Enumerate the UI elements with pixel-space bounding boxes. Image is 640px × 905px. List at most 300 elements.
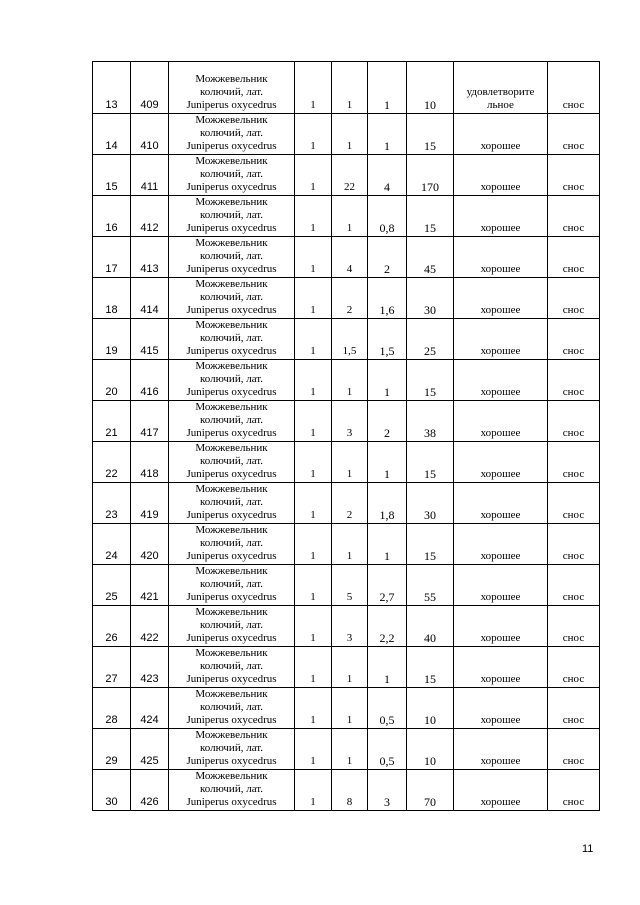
height-cell-text: 8: [346, 796, 353, 808]
condition-line: хорошее: [480, 386, 521, 398]
species-name-line: колючий, лат.: [199, 496, 264, 508]
age-cell-text: 30: [424, 508, 436, 522]
condition-cell: [454, 196, 548, 237]
count-cell-text: 1: [310, 632, 316, 644]
count-cell: [295, 114, 332, 155]
age-cell-text: 15: [424, 221, 436, 235]
table-row: [93, 647, 600, 688]
trunk-diameter-cell-text: 0,5: [379, 754, 395, 768]
condition-line: хорошее: [480, 632, 521, 644]
action-cell: [548, 647, 600, 688]
action-cell: [548, 114, 600, 155]
row-number-cell: [93, 319, 131, 360]
species-name-cell: [169, 688, 295, 729]
trunk-diameter-cell: [368, 770, 407, 811]
action-cell-text: снос: [562, 714, 585, 726]
count-cell-text: 1: [310, 673, 316, 685]
row-number-cell: [93, 770, 131, 811]
species-name-cell: [169, 401, 295, 442]
registry-number-cell: [131, 524, 169, 565]
trunk-diameter-cell-text: 2: [384, 262, 390, 276]
height-cell-text: 3: [346, 427, 353, 439]
condition-line: хорошее: [480, 222, 521, 234]
species-name-line: Juniperus oxycedrus: [186, 796, 277, 808]
row-number-cell: [93, 483, 131, 524]
row-number-cell-text: 14: [105, 140, 118, 152]
condition-line: хорошее: [480, 673, 521, 685]
species-name-cell: [169, 483, 295, 524]
condition-line: хорошее: [480, 755, 521, 767]
condition-cell: [454, 360, 548, 401]
species-name-line: Juniperus oxycedrus: [186, 714, 277, 726]
registry-number-cell-text: 426: [140, 796, 159, 808]
condition-cell: [454, 524, 548, 565]
table-row: [93, 360, 600, 401]
age-cell-text: 70: [424, 795, 436, 809]
trunk-diameter-cell: [368, 360, 407, 401]
trunk-diameter-cell: [368, 114, 407, 155]
count-cell-text: 1: [310, 550, 316, 562]
action-cell-text: снос: [562, 468, 585, 480]
age-cell: [407, 647, 454, 688]
species-name-line: колючий, лат.: [199, 209, 264, 221]
condition-cell: [454, 237, 548, 278]
height-cell-text: 1,5: [342, 345, 357, 357]
table-row: [93, 688, 600, 729]
trunk-diameter-cell-text: 1: [384, 467, 390, 481]
height-cell: [332, 647, 368, 688]
age-cell-text: 10: [424, 98, 436, 112]
trunk-diameter-cell-text: 0,5: [379, 713, 395, 727]
row-number-cell: [93, 524, 131, 565]
page-number: 11: [582, 843, 594, 855]
height-cell-text: 22: [344, 181, 355, 193]
registry-number-cell: [131, 442, 169, 483]
condition-line: хорошее: [480, 714, 521, 726]
species-name-line: колючий, лат.: [199, 455, 264, 467]
species-name-line: колючий, лат.: [199, 332, 264, 344]
condition-line: хорошее: [480, 263, 521, 275]
action-cell: [548, 62, 600, 114]
species-name-line: Можжевельник: [195, 606, 268, 618]
count-cell: [295, 360, 332, 401]
age-cell-text: 38: [424, 426, 436, 440]
trunk-diameter-cell-text: 1: [384, 549, 390, 563]
species-name-line: Juniperus oxycedrus: [186, 263, 277, 275]
action-cell: [548, 237, 600, 278]
trunk-diameter-cell: [368, 237, 407, 278]
condition-cell: [454, 688, 548, 729]
condition-line: хорошее: [480, 550, 521, 562]
row-number-cell-text: 22: [105, 468, 118, 480]
age-cell-text: 15: [424, 139, 436, 153]
row-number-cell-text: 27: [105, 673, 118, 685]
species-name-line: Juniperus oxycedrus: [186, 755, 277, 767]
action-cell-text: снос: [562, 591, 585, 603]
action-cell: [548, 278, 600, 319]
count-cell-text: 1: [310, 181, 316, 193]
height-cell: [332, 401, 368, 442]
age-cell-text: 25: [424, 344, 436, 358]
row-number-cell-text: 21: [105, 427, 118, 439]
count-cell: [295, 155, 332, 196]
row-number-cell: [93, 237, 131, 278]
registry-number-cell-text: 417: [140, 427, 159, 439]
age-cell: [407, 442, 454, 483]
row-number-cell: [93, 278, 131, 319]
action-cell: [548, 442, 600, 483]
registry-number-cell-text: 411: [140, 181, 159, 193]
species-name-line: Juniperus oxycedrus: [186, 222, 277, 234]
species-name-line: Можжевельник: [195, 401, 268, 413]
height-cell: [332, 565, 368, 606]
table-row: [93, 483, 600, 524]
count-cell-text: 1: [310, 755, 316, 767]
trunk-diameter-cell: [368, 196, 407, 237]
height-cell-text: 1: [346, 673, 353, 685]
action-cell-text: снос: [562, 263, 585, 275]
trunk-diameter-cell: [368, 647, 407, 688]
condition-cell: [454, 442, 548, 483]
age-cell: [407, 729, 454, 770]
trunk-diameter-cell: [368, 729, 407, 770]
registry-number-cell-text: 420: [140, 550, 159, 562]
age-cell: [407, 524, 454, 565]
tree-inventory-table: [92, 61, 600, 811]
row-number-cell: [93, 360, 131, 401]
trunk-diameter-cell: [368, 565, 407, 606]
table-row: [93, 196, 600, 237]
height-cell-text: 1: [346, 755, 353, 767]
action-cell-text: снос: [562, 427, 585, 439]
registry-number-cell: [131, 114, 169, 155]
action-cell-text: снос: [562, 386, 585, 398]
trunk-diameter-cell-text: 2: [384, 426, 390, 440]
trunk-diameter-cell-text: 2,7: [379, 590, 395, 604]
count-cell: [295, 237, 332, 278]
species-name-line: Можжевельник: [195, 647, 268, 659]
species-name-line: Можжевельник: [195, 155, 268, 167]
row-number-cell: [93, 62, 131, 114]
age-cell: [407, 401, 454, 442]
count-cell: [295, 196, 332, 237]
species-name-cell: [169, 114, 295, 155]
action-cell: [548, 606, 600, 647]
condition-line: хорошее: [480, 140, 521, 152]
registry-number-cell-text: 416: [140, 386, 159, 398]
species-name-line: Juniperus oxycedrus: [186, 386, 277, 398]
row-number-cell: [93, 647, 131, 688]
registry-number-cell-text: 422: [140, 632, 159, 644]
condition-line: хорошее: [480, 304, 521, 316]
height-cell: [332, 278, 368, 319]
age-cell-text: 10: [424, 713, 436, 727]
species-name-line: Можжевельник: [195, 483, 268, 495]
age-cell: [407, 565, 454, 606]
condition-cell: [454, 729, 548, 770]
height-cell: [332, 114, 368, 155]
action-cell: [548, 196, 600, 237]
table-row: [93, 319, 600, 360]
age-cell-text: 170: [421, 180, 439, 194]
species-name-cell: [169, 770, 295, 811]
action-cell-text: снос: [562, 632, 585, 644]
species-name-line: колючий, лат.: [199, 86, 264, 98]
age-cell: [407, 114, 454, 155]
count-cell-text: 1: [310, 140, 316, 152]
row-number-cell-text: 20: [105, 386, 118, 398]
height-cell-text: 1: [346, 140, 353, 152]
species-name-line: колючий, лат.: [199, 168, 264, 180]
species-name-cell: [169, 278, 295, 319]
species-name-cell: [169, 155, 295, 196]
species-name-line: колючий, лат.: [199, 701, 264, 713]
age-cell: [407, 155, 454, 196]
row-number-cell-text: 25: [105, 591, 118, 603]
species-name-line: Можжевельник: [195, 565, 268, 577]
species-name-line: Juniperus oxycedrus: [186, 591, 277, 603]
height-cell: [332, 483, 368, 524]
row-number-cell-text: 30: [105, 796, 118, 808]
registry-number-cell-text: 424: [140, 714, 159, 726]
trunk-diameter-cell-text: 1,5: [379, 344, 395, 358]
species-name-line: колючий, лат.: [199, 127, 264, 139]
count-cell: [295, 62, 332, 114]
species-name-line: Можжевельник: [195, 278, 268, 290]
action-cell-text: снос: [562, 509, 585, 521]
condition-line: хорошее: [480, 509, 521, 521]
condition-line: льное: [487, 99, 514, 111]
count-cell: [295, 688, 332, 729]
height-cell: [332, 360, 368, 401]
row-number-cell: [93, 401, 131, 442]
age-cell: [407, 196, 454, 237]
action-cell-text: снос: [562, 181, 585, 193]
condition-cell: [454, 278, 548, 319]
registry-number-cell-text: 409: [140, 99, 159, 111]
row-number-cell: [93, 442, 131, 483]
species-name-line: колючий, лат.: [199, 660, 264, 672]
species-name-cell: [169, 565, 295, 606]
species-name-cell: [169, 606, 295, 647]
row-number-cell: [93, 565, 131, 606]
trunk-diameter-cell: [368, 155, 407, 196]
table-row: [93, 565, 600, 606]
action-cell: [548, 688, 600, 729]
condition-line: хорошее: [480, 591, 521, 603]
action-cell: [548, 483, 600, 524]
species-name-line: Juniperus oxycedrus: [186, 99, 277, 111]
table-row: [93, 278, 600, 319]
count-cell-text: 1: [310, 304, 316, 316]
action-cell-text: снос: [562, 99, 585, 111]
age-cell-text: 30: [424, 303, 436, 317]
row-number-cell-text: 19: [105, 345, 118, 357]
action-cell-text: снос: [562, 673, 585, 685]
species-name-line: Juniperus oxycedrus: [186, 345, 277, 357]
species-name-line: колючий, лат.: [199, 783, 264, 795]
age-cell-text: 45: [424, 262, 436, 276]
age-cell: [407, 770, 454, 811]
registry-number-cell: [131, 606, 169, 647]
trunk-diameter-cell: [368, 401, 407, 442]
condition-line: хорошее: [480, 427, 521, 439]
species-name-cell: [169, 196, 295, 237]
count-cell-text: 1: [310, 386, 316, 398]
registry-number-cell: [131, 729, 169, 770]
height-cell: [332, 196, 368, 237]
height-cell-text: 1: [346, 222, 353, 234]
action-cell: [548, 524, 600, 565]
species-name-line: Можжевельник: [195, 114, 268, 126]
registry-number-cell-text: 410: [140, 140, 159, 152]
registry-number-cell: [131, 483, 169, 524]
condition-line: хорошее: [480, 181, 521, 193]
trunk-diameter-cell-text: 1: [384, 139, 390, 153]
age-cell: [407, 62, 454, 114]
table-row: [93, 606, 600, 647]
registry-number-cell-text: 419: [140, 509, 159, 521]
table-row: [93, 114, 600, 155]
condition-cell: [454, 114, 548, 155]
species-name-line: Juniperus oxycedrus: [186, 140, 277, 152]
condition-cell: [454, 770, 548, 811]
registry-number-cell: [131, 770, 169, 811]
count-cell: [295, 319, 332, 360]
registry-number-cell: [131, 62, 169, 114]
registry-number-cell: [131, 688, 169, 729]
age-cell: [407, 688, 454, 729]
height-cell: [332, 524, 368, 565]
row-number-cell: [93, 606, 131, 647]
species-name-line: Можжевельник: [195, 360, 268, 372]
height-cell: [332, 770, 368, 811]
age-cell-text: 15: [424, 467, 436, 481]
table-row: [93, 729, 600, 770]
row-number-cell-text: 28: [105, 714, 118, 726]
registry-number-cell-text: 423: [140, 673, 159, 685]
row-number-cell: [93, 114, 131, 155]
species-name-line: Можжевельник: [195, 524, 268, 536]
registry-number-cell-text: 425: [140, 755, 159, 767]
count-cell-text: 1: [310, 796, 316, 808]
condition-cell: [454, 401, 548, 442]
count-cell: [295, 483, 332, 524]
age-cell: [407, 319, 454, 360]
row-number-cell-text: 26: [105, 632, 118, 644]
species-name-line: Можжевельник: [195, 196, 268, 208]
table-row: [93, 770, 600, 811]
height-cell: [332, 237, 368, 278]
row-number-cell-text: 29: [105, 755, 118, 767]
height-cell-text: 5: [346, 591, 353, 603]
registry-number-cell-text: 412: [140, 222, 159, 234]
condition-line: хорошее: [480, 796, 521, 808]
registry-number-cell: [131, 647, 169, 688]
registry-number-cell-text: 418: [140, 468, 159, 480]
table-row: [93, 524, 600, 565]
trunk-diameter-cell: [368, 483, 407, 524]
registry-number-cell-text: 414: [140, 304, 159, 316]
condition-cell: [454, 647, 548, 688]
species-name-line: Можжевельник: [195, 73, 268, 85]
species-name-line: Можжевельник: [195, 237, 268, 249]
row-number-cell-text: 16: [105, 222, 118, 234]
species-name-line: Juniperus oxycedrus: [186, 181, 277, 193]
count-cell: [295, 647, 332, 688]
action-cell: [548, 319, 600, 360]
row-number-cell-text: 18: [105, 304, 118, 316]
species-name-line: колючий, лат.: [199, 250, 264, 262]
action-cell-text: снос: [562, 140, 585, 152]
trunk-diameter-cell: [368, 62, 407, 114]
action-cell-text: снос: [562, 345, 585, 357]
species-name-line: колючий, лат.: [199, 373, 264, 385]
action-cell: [548, 729, 600, 770]
trunk-diameter-cell-text: 1,8: [379, 508, 395, 522]
species-name-line: Juniperus oxycedrus: [186, 468, 277, 480]
species-name-line: Можжевельник: [195, 688, 268, 700]
row-number-cell-text: 15: [105, 181, 118, 193]
count-cell-text: 1: [310, 468, 316, 480]
species-name-line: Можжевельник: [195, 319, 268, 331]
table-row: [93, 237, 600, 278]
trunk-diameter-cell-text: 1: [384, 672, 390, 686]
count-cell: [295, 606, 332, 647]
trunk-diameter-cell-text: 1: [384, 385, 390, 399]
registry-number-cell: [131, 278, 169, 319]
table-row: [93, 155, 600, 196]
count-cell: [295, 278, 332, 319]
count-cell-text: 1: [310, 222, 316, 234]
action-cell: [548, 565, 600, 606]
condition-line: хорошее: [480, 345, 521, 357]
condition-cell: [454, 606, 548, 647]
age-cell-text: 55: [424, 590, 436, 604]
condition-cell: [454, 483, 548, 524]
table-row: [93, 62, 600, 114]
height-cell-text: 2: [346, 509, 353, 521]
trunk-diameter-cell-text: 4: [384, 180, 390, 194]
species-name-line: колючий, лат.: [199, 414, 264, 426]
species-name-line: колючий, лат.: [199, 619, 264, 631]
species-name-cell: [169, 237, 295, 278]
trunk-diameter-cell: [368, 319, 407, 360]
age-cell: [407, 606, 454, 647]
species-name-line: Можжевельник: [195, 442, 268, 454]
age-cell-text: 10: [424, 754, 436, 768]
count-cell: [295, 770, 332, 811]
registry-number-cell-text: 415: [140, 345, 159, 357]
species-name-cell: [169, 319, 295, 360]
height-cell-text: 1: [346, 386, 353, 398]
trunk-diameter-cell: [368, 606, 407, 647]
registry-number-cell: [131, 237, 169, 278]
condition-line: хорошее: [480, 468, 521, 480]
condition-cell: [454, 62, 548, 114]
species-name-line: Juniperus oxycedrus: [186, 550, 277, 562]
species-name-cell: [169, 729, 295, 770]
registry-number-cell: [131, 565, 169, 606]
row-number-cell-text: 13: [105, 99, 118, 111]
height-cell: [332, 688, 368, 729]
count-cell: [295, 565, 332, 606]
height-cell: [332, 62, 368, 114]
registry-number-cell: [131, 319, 169, 360]
height-cell-text: 1: [346, 468, 353, 480]
action-cell: [548, 155, 600, 196]
height-cell: [332, 606, 368, 647]
